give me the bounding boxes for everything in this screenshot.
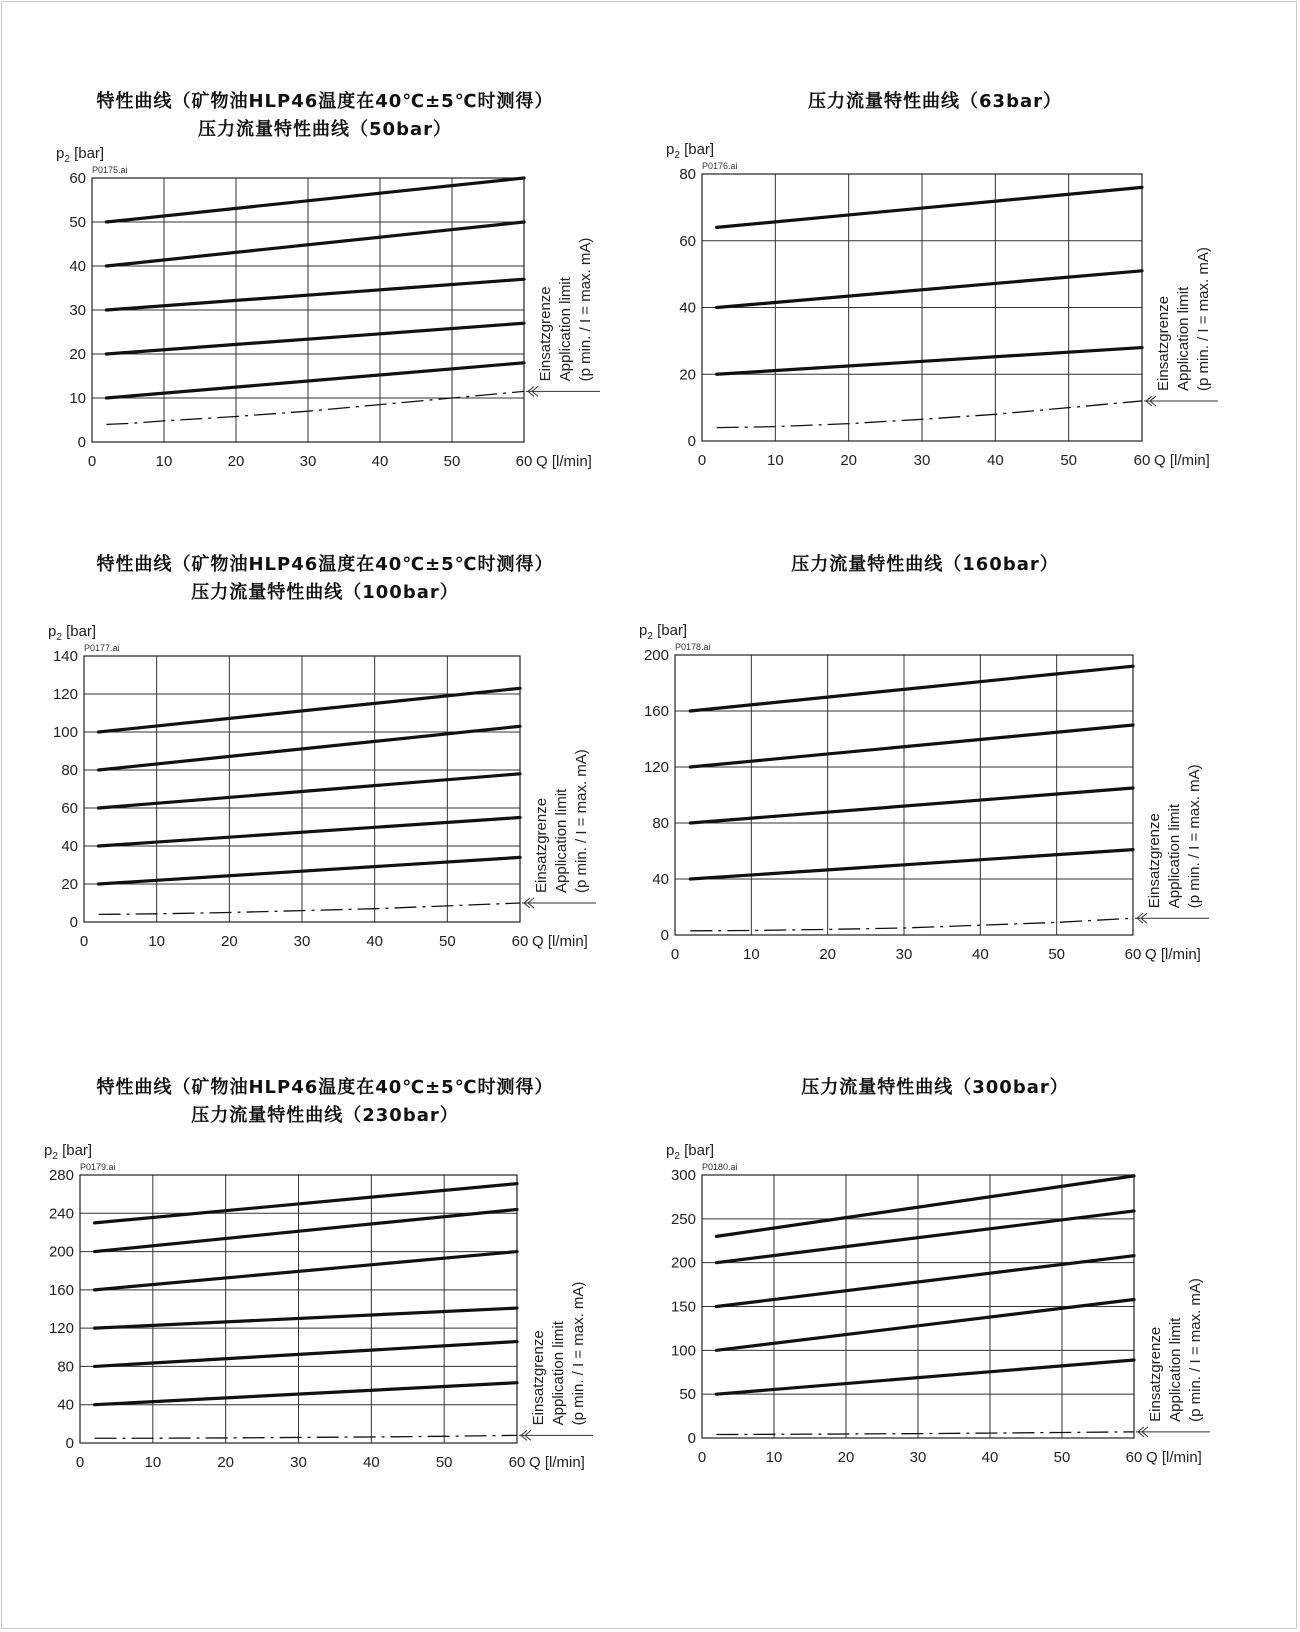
- x-tick-label: 10: [742, 946, 760, 963]
- chart-title-line-2: 压力流量特性曲线（63bar）: [808, 91, 1062, 112]
- chart-panel-3: [0, 551, 650, 1071]
- y-tick-label: 120: [48, 1320, 74, 1338]
- chart-svg: [610, 82, 1260, 602]
- chart-title-line-2: 压力流量特性曲线（160bar）: [791, 554, 1059, 575]
- figure-ref-code: P0178.ai: [675, 642, 711, 652]
- y-axis-label: $p_2$ [bar]: [44, 1142, 93, 1162]
- application-limit-curve: [717, 401, 1142, 428]
- chart-title-line-1: 特性曲线（矿物油HLP46温度在40℃±5℃时测得）: [96, 91, 554, 112]
- series-line-1: [106, 363, 524, 398]
- y-tick-label: 0: [687, 433, 696, 450]
- series-line-4: [106, 222, 524, 266]
- y-tick-label: 100: [670, 1342, 696, 1360]
- x-tick-label: 50: [1053, 1449, 1071, 1466]
- x-tick-label: 20: [837, 1449, 855, 1466]
- application-limit-note: Einsatzgrenze Application limit (p min. / I = max. mA): [1147, 1278, 1204, 1422]
- series-line-3: [690, 725, 1133, 767]
- x-tick-label: 10: [148, 933, 166, 950]
- x-tick-label: 20: [217, 1454, 235, 1471]
- x-tick-label: 20: [220, 933, 238, 950]
- x-tick-label: 60: [511, 933, 529, 950]
- y-tick-label: 0: [69, 914, 78, 931]
- x-tick-label: 10: [144, 1454, 162, 1471]
- y-tick-label: 0: [660, 927, 669, 944]
- application-limit-note: Einsatzgrenze Application limit (p min. / I = max. mA): [533, 749, 590, 893]
- series-line-5: [106, 178, 524, 222]
- y-tick-label: 100: [52, 724, 78, 741]
- y-tick-label: 50: [69, 214, 86, 231]
- x-tick-label: 40: [986, 452, 1004, 469]
- x-tick-label: 30: [909, 1449, 927, 1466]
- x-tick-label: 40: [366, 933, 384, 950]
- y-axis-label: $p_2$ [bar]: [639, 622, 688, 642]
- series-line-1: [95, 1383, 517, 1405]
- y-tick-label: 80: [57, 1358, 74, 1376]
- x-tick-label: 30: [895, 946, 913, 963]
- chart-title-line-2: 压力流量特性曲线（230bar）: [191, 1105, 459, 1126]
- x-tick-label: 40: [981, 1449, 999, 1466]
- series-line-1: [690, 850, 1133, 879]
- y-tick-label: 60: [679, 232, 696, 250]
- x-tick-label: 20: [819, 946, 837, 963]
- application-limit-curve: [95, 1435, 517, 1438]
- y-tick-label: 80: [61, 762, 78, 779]
- x-axis-label: Q [l/min]: [532, 933, 588, 950]
- x-tick-label: 0: [697, 1449, 707, 1466]
- y-tick-label: 120: [643, 759, 669, 776]
- chart-title-line-2: 压力流量特性曲线（50bar）: [198, 119, 452, 140]
- x-tick-label: 50: [438, 933, 456, 950]
- y-axis-label: $p_2$ [bar]: [48, 623, 97, 643]
- series-line-2: [95, 1342, 517, 1367]
- chart-title-line-2: 压力流量特性曲线（100bar）: [191, 582, 459, 603]
- series-line-4: [99, 726, 520, 770]
- series-line-3: [106, 279, 524, 310]
- y-tick-label: 200: [48, 1243, 74, 1261]
- x-tick-label: 60: [508, 1454, 526, 1471]
- x-axis-label: Q [l/min]: [1146, 1449, 1202, 1466]
- application-limit-note: Einsatzgrenze Application limit (p min. / I = max. mA): [537, 237, 594, 382]
- application-limit-curve: [99, 903, 520, 914]
- y-tick-label: 60: [69, 170, 86, 187]
- chart-panel-5: [0, 1074, 650, 1594]
- y-tick-label: 160: [48, 1281, 74, 1299]
- y-tick-label: 40: [61, 838, 78, 855]
- y-tick-label: 80: [652, 815, 669, 832]
- y-tick-label: 240: [48, 1205, 74, 1223]
- figure-ref-code: P0176.ai: [702, 161, 738, 171]
- x-tick-label: 60: [1124, 946, 1142, 963]
- series-line-3: [99, 774, 520, 808]
- y-tick-label: 280: [48, 1167, 74, 1184]
- chart-panel-4: [600, 551, 1250, 1071]
- x-tick-label: 30: [299, 453, 317, 470]
- y-tick-label: 300: [670, 1167, 696, 1184]
- x-tick-label: 40: [371, 453, 389, 470]
- series-line-4: [690, 666, 1133, 711]
- x-tick-label: 10: [765, 1449, 783, 1466]
- series-line-1: [717, 348, 1142, 375]
- series-line-3: [716, 1256, 1134, 1307]
- x-axis-label: Q [l/min]: [1145, 946, 1201, 963]
- y-tick-label: 250: [670, 1210, 696, 1228]
- x-tick-label: 0: [79, 933, 89, 950]
- y-tick-label: 40: [652, 871, 669, 888]
- chart-title-line-1: 特性曲线（矿物油HLP46温度在40℃±5℃时测得）: [96, 554, 554, 575]
- x-tick-label: 20: [840, 452, 858, 469]
- x-axis-label: Q [l/min]: [1154, 452, 1210, 469]
- figure-ref-code: P0177.ai: [84, 643, 120, 653]
- series-line-5: [99, 688, 520, 732]
- series-line-5: [716, 1176, 1134, 1236]
- y-tick-label: 200: [670, 1254, 696, 1272]
- chart-title-line-1: 特性曲线（矿物油HLP46温度在40℃±5℃时测得）: [96, 1077, 554, 1098]
- chart-panel-2: [610, 82, 1260, 602]
- x-tick-label: 50: [443, 453, 461, 470]
- application-limit-curve: [690, 918, 1133, 931]
- x-tick-label: 50: [1060, 452, 1078, 469]
- x-tick-label: 10: [155, 453, 173, 470]
- series-line-3: [95, 1308, 517, 1328]
- x-tick-label: 0: [670, 946, 680, 963]
- series-line-1: [716, 1360, 1134, 1394]
- figure-ref-code: P0180.ai: [702, 1162, 738, 1172]
- y-tick-label: 50: [679, 1386, 696, 1404]
- x-tick-label: 40: [362, 1454, 380, 1471]
- x-tick-label: 0: [697, 452, 707, 469]
- y-tick-label: 0: [77, 434, 86, 451]
- y-tick-label: 20: [61, 876, 78, 893]
- series-line-2: [99, 818, 520, 847]
- y-tick-label: 80: [679, 166, 696, 183]
- chart-svg: [610, 1074, 1260, 1594]
- application-limit-note: Einsatzgrenze Application limit (p min. / I = max. mA): [530, 1281, 587, 1426]
- application-limit-note: Einsatzgrenze Application limit (p min. / I = max. mA): [1155, 247, 1212, 391]
- chart-panel-1: [0, 82, 650, 602]
- application-limit-note: Einsatzgrenze Application limit (p min. / I = max. mA): [1146, 764, 1203, 909]
- y-tick-label: 200: [643, 647, 669, 664]
- series-line-2: [690, 788, 1133, 823]
- y-tick-label: 40: [57, 1396, 74, 1414]
- x-tick-label: 0: [75, 1454, 85, 1471]
- x-tick-label: 30: [290, 1454, 307, 1471]
- y-axis-label: $p_2$ [bar]: [666, 1142, 715, 1162]
- chart-svg: [0, 1074, 650, 1594]
- x-tick-label: 50: [1048, 946, 1066, 963]
- x-tick-label: 30: [913, 452, 931, 469]
- series-line-2: [716, 1299, 1134, 1350]
- figure-ref-code: P0175.ai: [92, 165, 128, 175]
- y-tick-label: 0: [65, 1435, 74, 1452]
- x-axis-label: Q [l/min]: [536, 453, 592, 470]
- chart-svg: [0, 551, 650, 1071]
- y-tick-label: 60: [61, 800, 78, 817]
- y-tick-label: 150: [670, 1298, 696, 1316]
- y-tick-label: 0: [687, 1430, 696, 1447]
- x-tick-label: 60: [515, 453, 533, 470]
- application-limit-curve: [716, 1432, 1134, 1435]
- figure-ref-code: P0179.ai: [80, 1162, 116, 1172]
- chart-svg: [0, 82, 650, 602]
- x-tick-label: 30: [293, 933, 311, 950]
- y-tick-label: 40: [679, 299, 696, 317]
- x-tick-label: 10: [766, 452, 784, 469]
- y-tick-label: 120: [52, 686, 78, 703]
- y-tick-label: 30: [69, 302, 86, 319]
- y-tick-label: 20: [679, 366, 696, 384]
- x-tick-label: 20: [227, 453, 245, 470]
- series-line-1: [99, 857, 520, 884]
- x-tick-label: 50: [435, 1454, 453, 1471]
- x-tick-label: 60: [1125, 1449, 1143, 1466]
- y-tick-label: 20: [69, 346, 86, 363]
- application-limit-curve: [106, 391, 524, 424]
- y-tick-label: 40: [69, 258, 86, 275]
- y-tick-label: 160: [643, 703, 669, 720]
- series-line-2: [717, 271, 1142, 308]
- chart-title-line-2: 压力流量特性曲线（300bar）: [801, 1077, 1069, 1098]
- y-tick-label: 10: [69, 390, 86, 407]
- x-axis-label: Q [l/min]: [529, 1454, 585, 1471]
- series-line-3: [717, 187, 1142, 227]
- y-axis-label: $p_2$ [bar]: [56, 145, 105, 165]
- x-tick-label: 40: [971, 946, 989, 963]
- y-axis-label: $p_2$ [bar]: [666, 141, 715, 161]
- chart-svg: [600, 551, 1250, 1071]
- x-tick-label: 60: [1133, 452, 1151, 469]
- x-tick-label: 0: [87, 453, 97, 470]
- series-line-4: [95, 1252, 517, 1290]
- y-tick-label: 140: [52, 648, 78, 665]
- chart-panel-6: [610, 1074, 1260, 1594]
- series-line-2: [106, 323, 524, 354]
